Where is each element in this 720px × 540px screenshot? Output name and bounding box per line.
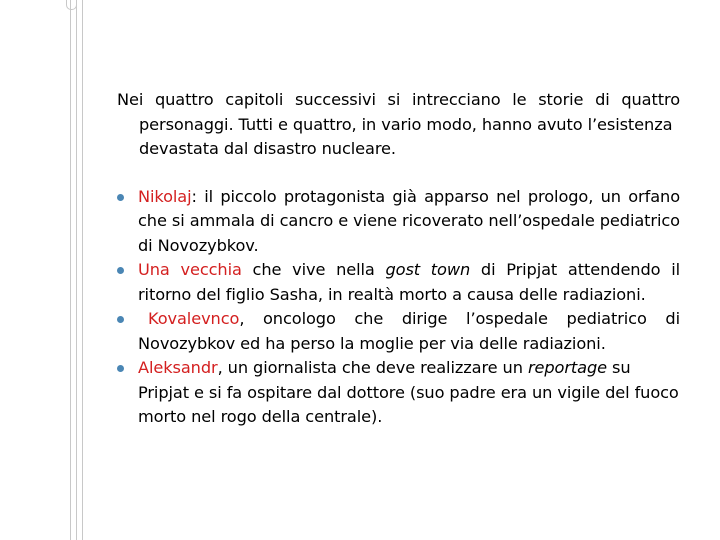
slide-content [117, 88, 680, 430]
list-item-vecchia [117, 258, 680, 307]
character-name: Nikolaj [138, 186, 192, 206]
intro-continuation: personaggi. Tutti e quattro, in vario modo, hanno avuto l’esistenza devastata dal disastro nucleare. [139, 114, 673, 158]
italic-term: gost town [385, 260, 471, 279]
frame-line-1 [70, 0, 71, 540]
character-name: Kovalevnco [148, 309, 240, 328]
frame-corner-decoration [66, 0, 77, 10]
character-description-part2: su Pripjat e si fa ospitare dal dottore (suo padre era un vigile del fuoco morto nel rogo della centrale). [138, 358, 679, 426]
character-list [117, 185, 680, 430]
character-name: Aleksandr [138, 358, 218, 377]
character-description: : il piccolo protagonista già apparso nel prologo, un orfano che si ammala di cancro e viene ricoverato nell’ospedale pediatrico di Novozybkov. [138, 186, 680, 255]
character-description-part1: che vive nella [241, 260, 386, 279]
character-description-part1: , un giornalista che deve realizzare un [217, 358, 528, 377]
intro-line-1: Nei quattro capitoli successivi si intrecciano le storie di quattro [117, 90, 680, 109]
character-description-part2: di Pripjat attendendo il ritorno del figlio Sasha, in realtà morto a causa delle radiazioni. [138, 260, 680, 304]
italic-term: reportage [527, 358, 607, 377]
intro-paragraph [117, 88, 680, 162]
character-description: , oncologo che dirige l’ospedale pediatrico di Novozybkov ed ha perso la moglie per via delle radiazioni. [138, 309, 680, 353]
frame-line-2 [76, 0, 77, 540]
frame-line-3 [82, 0, 83, 540]
character-name: Una vecchia [138, 260, 242, 279]
list-item-aleksandr [117, 356, 680, 430]
list-item-kovalevnco [117, 307, 680, 356]
list-item-nikolaj [117, 185, 680, 259]
